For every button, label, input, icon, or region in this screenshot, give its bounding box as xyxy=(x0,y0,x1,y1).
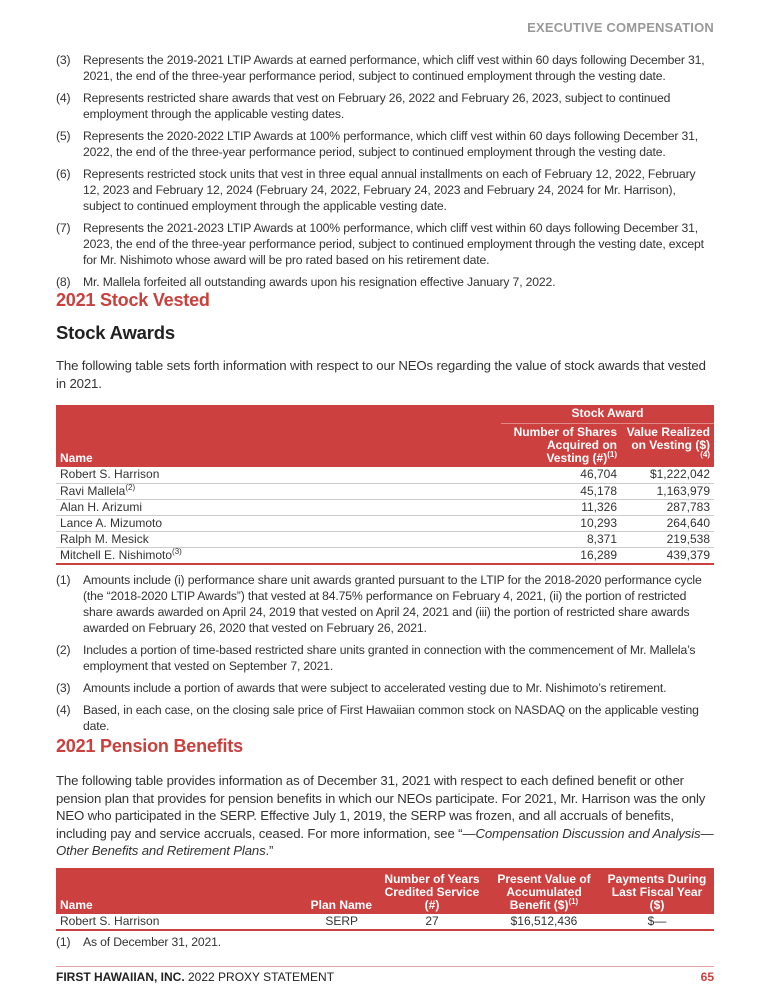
pension-footnotes xyxy=(56,934,714,956)
table-row: Mitchell E. Nishimoto$^{(3)}$ 16,289 439,379 xyxy=(56,547,714,564)
table-row: Ralph M. Mesick 8,371 219,538 xyxy=(56,531,714,547)
table-row: Alan H. Arizumi 11,326 287,783 xyxy=(56,499,714,515)
pension-table xyxy=(56,868,714,931)
col-header-payments: Payments During Last Fiscal Year ($) xyxy=(600,868,714,914)
continued-footnotes xyxy=(56,52,714,296)
pension-title: 2021 Pension Benefits xyxy=(56,736,243,756)
footnote: (1) As of December 31, 2021. xyxy=(56,935,221,949)
stock-vested-footnotes xyxy=(56,572,714,740)
stock-vested-title: 2021 Stock Vested xyxy=(56,290,210,310)
col-header-plan: Plan Name xyxy=(281,868,376,914)
stock-awards-subtitle: Stock Awards xyxy=(56,322,175,343)
footer-divider xyxy=(56,966,714,967)
footnote: (4) Based, in each case, on the closing sale price of First Hawaiian common stock on NASDAQ on the applicable vesting date. xyxy=(56,703,699,733)
table-row: Robert S. Harrison 46,704 $1,222,042 xyxy=(56,467,714,483)
footer-title: FIRST HAWAIIAN, INC. 2022 PROXY STATEMENT xyxy=(56,970,335,984)
col-header-years: Number of Years Credited Service (#) xyxy=(376,868,488,914)
stock-vested-table xyxy=(56,405,714,565)
table-row: Lance A. Mizumoto 10,293 264,640 xyxy=(56,515,714,531)
stock-vested-table-wrap xyxy=(56,405,714,565)
table-row: Robert S. Harrison SERP 27 $16,512,436 $— xyxy=(56,914,714,930)
group-header-stock-award: Stock Award xyxy=(501,405,714,423)
pension-intro: The following table provides information as of December 31, 2021 with respect to each defined benefit or other pension plan that provides for pension benefits in which our NEOs participate. For 2021, Mr. Harrison was the only NEO who participated in the SERP. Effective July 1, 2019, the SERP was frozen, and all accruals of benefits, including pay and service accruals, ceased. For more information, see “—Compensation Discussion and Analysis—Other Benefits and Retirement Plans.” xyxy=(56,773,714,858)
footnote: (8) Mr. Mallela forfeited all outstanding awards upon his resignation effective January 7, 2022. xyxy=(56,275,556,289)
footnote: (5) Represents the 2020-2022 LTIP Awards at 100% performance, which cliff vest within 60 days following December 31, 2022, the end of the three-year performance period, subject to continued employment through the vesting date. xyxy=(56,129,699,159)
col-header-value: Value Realized on Vesting ($)$^{(4)}$ xyxy=(621,423,714,467)
footnote: (1) Amounts include (i) performance share unit awards granted pursuant to the LTIP for the 2018-2020 performance cycle (the “2018-2020 LTIP Awards”) that vested at 84.75% performance on February 4, 2021, (ii) the portion of restricted share awards awarded on April 24, 2019 that vested on April 24, 2021 and (iii) the portion of restricted share awards awarded on February 26, 2020 that vested on February 26, 2021. xyxy=(56,573,702,635)
col-header-name: Name xyxy=(56,868,281,914)
table-row: Ravi Mallela$^{(2)}$ 45,178 1,163,979 xyxy=(56,483,714,499)
col-header-name: Name xyxy=(56,405,501,467)
footnote: (6) Represents restricted stock units that vest in three equal annual installments on each of February 12, 2022, February 12, 2023 and February 12, 2024 (February 24, 2022, February 24, 2023 and February 24, 2024 for Mr. Harrison), subject to continued employment through the applicable vesting date. xyxy=(56,167,696,213)
page-number: 65 xyxy=(700,970,714,984)
pension-table-wrap xyxy=(56,868,714,931)
stock-vested-intro: The following table sets forth information with respect to our NEOs regarding the value of stock awards that vested in 2021. xyxy=(56,358,706,391)
footnote: (4) Represents restricted share awards that vest on February 26, 2022 and February 26, 2023, subject to continued employment through the applicable vesting dates. xyxy=(56,91,671,121)
section-header: EXECUTIVE COMPENSATION xyxy=(527,20,714,35)
col-header-shares: Number of Shares Acquired on Vesting (#)$^{(1)}$ xyxy=(501,423,621,467)
footnote: (3) Amounts include a portion of awards that were subject to accelerated vesting due to Mr. Nishimoto’s retirement. xyxy=(56,681,667,695)
footnote: (2) Includes a portion of time-based restricted share units granted in connection with the commencement of Mr. Mallela’s employment that vested on September 7, 2021. xyxy=(56,643,696,673)
footnote: (7) Represents the 2021-2023 LTIP Awards at 100% performance, which cliff vest within 60 days following December 31, 2023, the end of the three-year performance period, subject to continued employment through the vesting date, except for Mr. Nishimoto whose award will be pro rated based on his retirement date. xyxy=(56,221,704,267)
col-header-present-value: Present Value of Accumulated Benefit ($)$^{(1)}$ xyxy=(488,868,600,914)
footnote: (3) Represents the 2019-2021 LTIP Awards at earned performance, which cliff vest within 60 days following December 31, 2021, the end of the three-year performance period, subject to continued employment through the vesting date. xyxy=(56,53,705,83)
